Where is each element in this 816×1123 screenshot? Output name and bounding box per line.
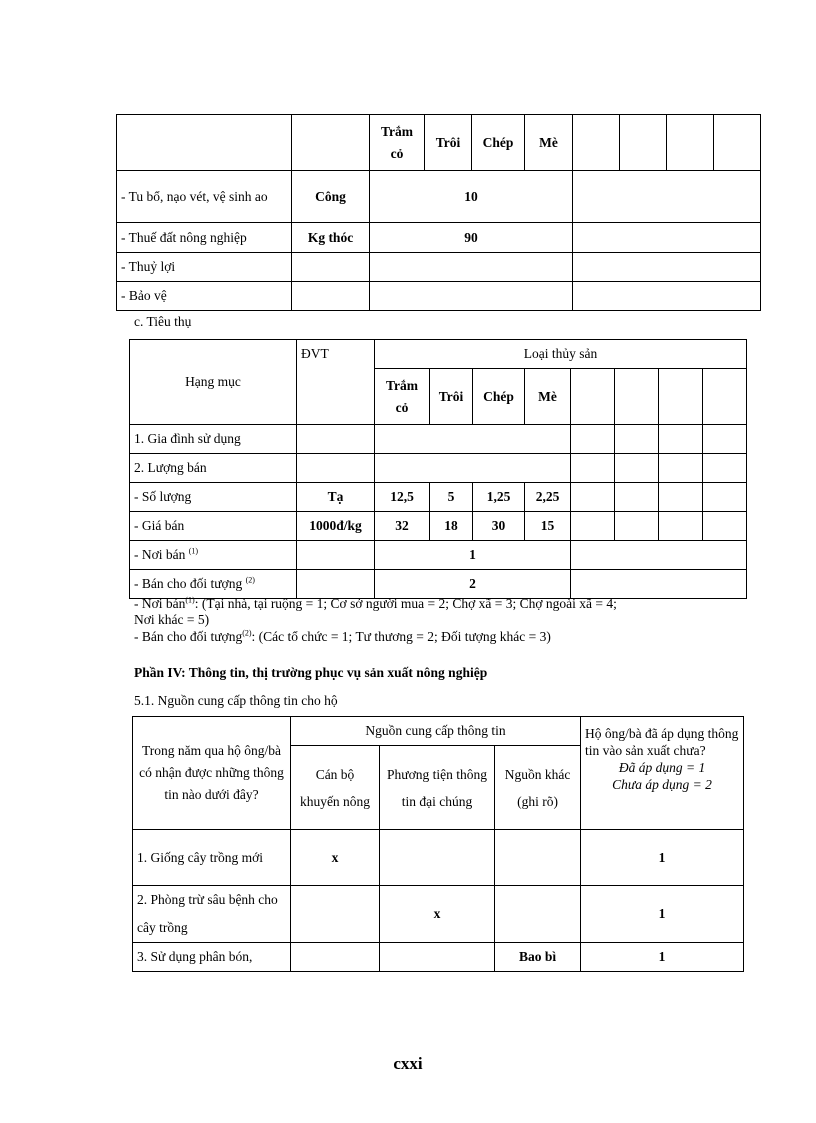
header-can-bo: Cán bộ khuyến nông [291,746,380,830]
header-empty [703,369,747,425]
row-empty [573,171,761,223]
row-empty [615,454,659,483]
row-empty [571,541,747,570]
header-me: Mè [525,115,573,171]
row-can-bo: x [291,830,380,886]
row-empty [703,425,747,454]
note1-text: : (Tại nhà, tại ruộng = 1; Cơ sở người mua = 2; Chợ xã = 3; Chợ ngoài xã = 4; [194,596,617,611]
row-unit: 1000đ/kg [297,512,375,541]
note-ban-cho [134,629,754,645]
table-row [130,512,747,541]
table-row [133,830,744,886]
table-row [117,171,761,223]
row-unit [292,282,370,311]
header-empty [573,115,620,171]
row-unit [297,425,375,454]
row-unit [297,541,375,570]
note1-label: - Nơi bán [134,596,186,611]
row-value-me: 2,25 [525,483,571,512]
row-can-bo [291,943,380,972]
row-label: 2. Lượng bán [130,454,297,483]
header-empty [615,369,659,425]
row-label: - Bảo vệ [117,282,292,311]
row-empty [573,282,761,311]
row-label: 1. Giống cây trồng mới [133,830,291,886]
row-can-bo [291,886,380,943]
header-troi: Trôi [425,115,472,171]
noi-ban-label: - Nơi bán [134,547,186,562]
row-unit [292,253,370,282]
row-empty [659,483,703,512]
header-hang-muc: Hạng mục [130,340,297,425]
row-phuong-tien: x [380,886,495,943]
row-value: 1 [375,541,571,570]
table-row [133,886,744,943]
apply-no: Chưa áp dụng = 2 [612,777,712,792]
row-empty [659,454,703,483]
header-tram-co: Trắm cỏ [375,369,430,425]
header-empty-1 [117,115,292,171]
part4-title: Phần IV: Thông tin, thị trường phục vụ sản xuất nông nghiệp [134,665,488,680]
header-chep: Chép [472,115,525,171]
header-nguon-khac: Nguồn khác (ghi rõ) [495,746,581,830]
row-empty [703,483,747,512]
row-empty [703,512,747,541]
row-apply: 1 [581,943,744,972]
table-row [130,483,747,512]
row-label: - Thuế đất nông nghiệp [117,223,292,253]
row-empty [571,425,615,454]
row-unit: Tạ [297,483,375,512]
row-label: - Thuỷ lợi [117,253,292,282]
header-empty [714,115,761,171]
row-value-chep: 1,25 [473,483,525,512]
table-row [117,223,761,253]
note2-sup: (2) [242,628,252,638]
row-label [130,541,297,570]
row-phuong-tien [380,830,495,886]
row-unit: Kg thóc [292,223,370,253]
header-empty [659,369,703,425]
section-c-title: c. Tiêu thụ [134,314,192,329]
row-label [130,570,297,599]
info-source-table [132,716,744,972]
row-value-tram-co: 32 [375,512,430,541]
header-phuong-tien: Phương tiện thông tin đại chúng [380,746,495,830]
row-empty [573,223,761,253]
note2-text: : (Các tổ chức = 1; Tư thương = 2; Đối tượng khác = 3) [251,629,551,644]
table-row [117,253,761,282]
row-label: 3. Sử dụng phân bón, [133,943,291,972]
apply-yes: Đã áp dụng = 1 [618,760,706,775]
row-value [370,282,573,311]
row-value: 10 [370,171,573,223]
row-unit [297,454,375,483]
row-label: - Số lượng [130,483,297,512]
row-value: 90 [370,223,573,253]
header-tram-co: Trắm cỏ [370,115,425,171]
row-empty [615,512,659,541]
row-unit: Công [292,171,370,223]
header-empty [667,115,714,171]
row-value [375,425,571,454]
header-dvt: ĐVT [297,340,375,425]
row-value-troi: 5 [430,483,473,512]
row-value: 2 [375,570,571,599]
row-empty [571,454,615,483]
table-row [130,425,747,454]
row-value-chep: 30 [473,512,525,541]
note-noi-ban-cont: Nơi khác = 5) [134,612,210,627]
ban-cho-label: - Bán cho đối tượng [134,576,243,591]
row-value [375,454,571,483]
section-51-title: 5.1. Nguồn cung cấp thông tin cho hộ [134,693,338,708]
row-phuong-tien [380,943,495,972]
row-value [370,253,573,282]
row-empty [615,425,659,454]
ban-cho-sup: (2) [245,575,255,585]
header-troi: Trôi [430,369,473,425]
noi-ban-sup: (1) [188,546,199,556]
row-empty [571,570,747,599]
header-empty [620,115,667,171]
row-label: 2. Phòng trừ sâu bệnh cho cây trồng [133,886,291,943]
apply-question: Hộ ông/bà đã áp dụng thông tin vào sản xuất chưa? [585,726,739,758]
table-row [117,282,761,311]
row-empty [571,483,615,512]
table-row [130,570,747,599]
row-apply: 1 [581,886,744,943]
row-khac [495,830,581,886]
row-empty [573,253,761,282]
row-unit [297,570,375,599]
header-question: Trong năm qua hộ ông/bà có nhận được những thông tin nào dưới đây? [133,717,291,830]
header-empty-2 [292,115,370,171]
header-sources: Nguồn cung cấp thông tin [291,717,581,746]
table-row [130,541,747,570]
cost-table [116,114,761,311]
row-apply: 1 [581,830,744,886]
row-khac [495,886,581,943]
header-empty [571,369,615,425]
note-noi-ban [134,596,754,612]
row-value-me: 15 [525,512,571,541]
row-label: - Giá bán [130,512,297,541]
row-label: - Tu bổ, nạo vét, vệ sinh ao [117,171,292,223]
header-chep: Chép [473,369,525,425]
table-row [130,454,747,483]
row-value-troi: 18 [430,512,473,541]
header-me: Mè [525,369,571,425]
row-empty [571,512,615,541]
table-row [133,943,744,972]
note2-label: - Bán cho đối tượng [134,629,243,644]
row-empty [659,512,703,541]
sales-table [129,339,747,599]
note1-sup: (1) [185,595,195,605]
page-number: cxxi [393,1054,423,1073]
header-loai-thuy-san: Loại thủy sản [375,340,747,369]
header-apply [581,717,744,830]
row-empty [659,425,703,454]
row-value-tram-co: 12,5 [375,483,430,512]
row-empty [615,483,659,512]
row-empty [703,454,747,483]
row-khac: Bao bì [495,943,581,972]
row-label: 1. Gia đình sử dụng [130,425,297,454]
